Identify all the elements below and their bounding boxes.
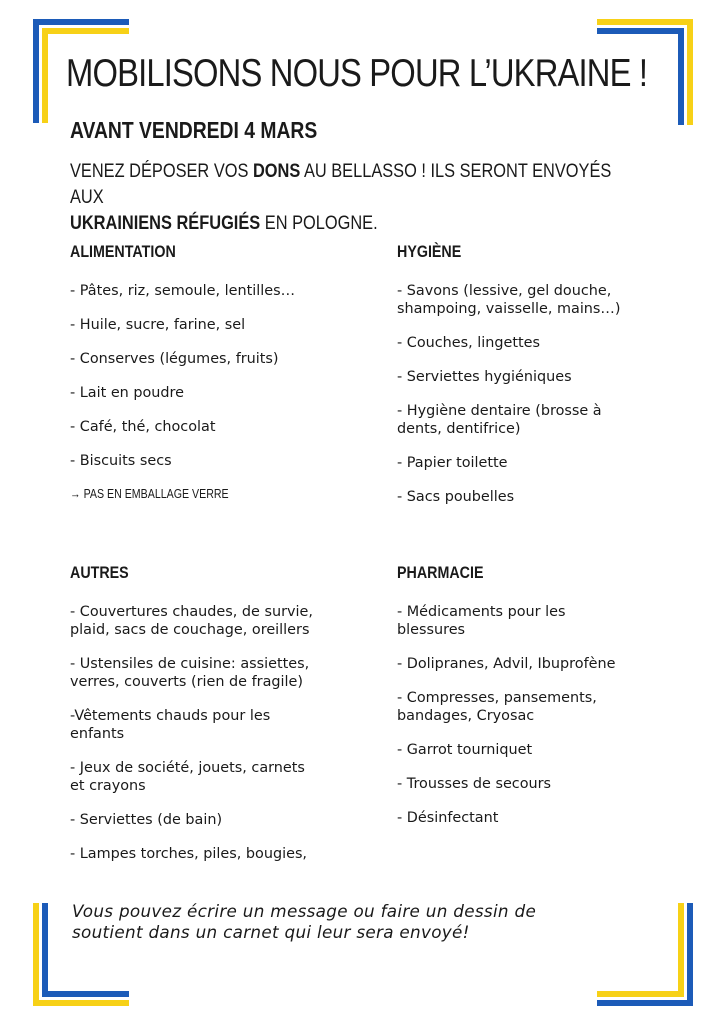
item-list (70, 282, 370, 470)
list-item: - Huile, sucre, farine, sel (70, 317, 246, 333)
item-list (70, 603, 380, 863)
list-item: - Serviettes (de bain) (70, 812, 223, 828)
footer-message (72, 901, 672, 943)
list-item: - Couvertures chaudes, de survie, plaid, sacs de couchage, oreillers (70, 604, 313, 638)
list-item: - Compresses, pansements, bandages, Cryosac (397, 690, 597, 724)
list-item: - Garrot tourniquet (397, 742, 533, 758)
section-title: HYGIÈNE (397, 242, 462, 261)
list-item: - Dolipranes, Advil, Ibuprofène (397, 656, 616, 672)
footer-line: Vous pouvez écrire un message ou faire un dessin de (72, 901, 537, 921)
section-title: ALIMENTATION (70, 242, 176, 261)
list-item: - Conserves (légumes, fruits) (70, 351, 279, 367)
page-title: MOBILISONS NOUS POUR L’UKRAINE ! (66, 52, 648, 95)
section-hygiene (397, 242, 697, 522)
page-subtitle: AVANT VENDREDI 4 MARS (70, 117, 318, 143)
list-item: - Pâtes, riz, semoule, lentilles… (70, 283, 296, 299)
list-item: - Biscuits secs (70, 453, 172, 469)
list-item: - Serviettes hygiéniques (397, 369, 572, 385)
intro-bold-dons: DONS (252, 160, 301, 182)
section-autres (70, 563, 380, 879)
list-item: - Lampes torches, piles, bougies, (70, 846, 308, 862)
intro-part: VENEZ DÉPOSER VOS (70, 160, 253, 182)
intro-part: EN POLOGNE. (260, 212, 378, 234)
list-item: - Médicaments pour les blessures (397, 604, 566, 638)
list-item: - Ustensiles de cuisine: assiettes, verres, couverts (rien de fragile) (70, 656, 310, 690)
section-title: PHARMACIE (397, 563, 484, 582)
footer-line: soutient dans un carnet qui leur sera envoyé! (72, 922, 470, 942)
list-item: - Désinfectant (397, 810, 499, 826)
list-item: - Jeux de société, jouets, carnets et crayons (70, 760, 305, 794)
list-item: - Sacs poubelles (397, 489, 515, 505)
item-list (397, 603, 697, 827)
list-item: - Trousses de secours (397, 776, 552, 792)
list-item: - Couches, lingettes (397, 335, 541, 351)
item-list (397, 282, 697, 506)
list-item: - Hygiène dentaire (brosse à dents, dentifrice) (397, 403, 602, 437)
section-title: AUTRES (70, 563, 129, 582)
intro-text (70, 158, 641, 236)
list-item: - Savons (lessive, gel douche, shampoing, vaisselle, mains…) (397, 283, 621, 317)
list-item: - Café, thé, chocolat (70, 419, 216, 435)
section-pharmacie (397, 563, 697, 843)
intro-part: AU BELLASSO ! ILS SERONT ENVOYÉS AUX (70, 160, 612, 208)
section-alimentation (70, 242, 370, 502)
intro-bold-refugies: UKRAINIENS RÉFUGIÉS (70, 212, 261, 234)
list-item: - Papier toilette (397, 455, 508, 471)
list-item: -Vêtements chauds pour les enfants (70, 708, 271, 742)
list-item: - Lait en poudre (70, 385, 185, 401)
packaging-note: → PAS EN EMBALLAGE VERRE (70, 487, 229, 501)
